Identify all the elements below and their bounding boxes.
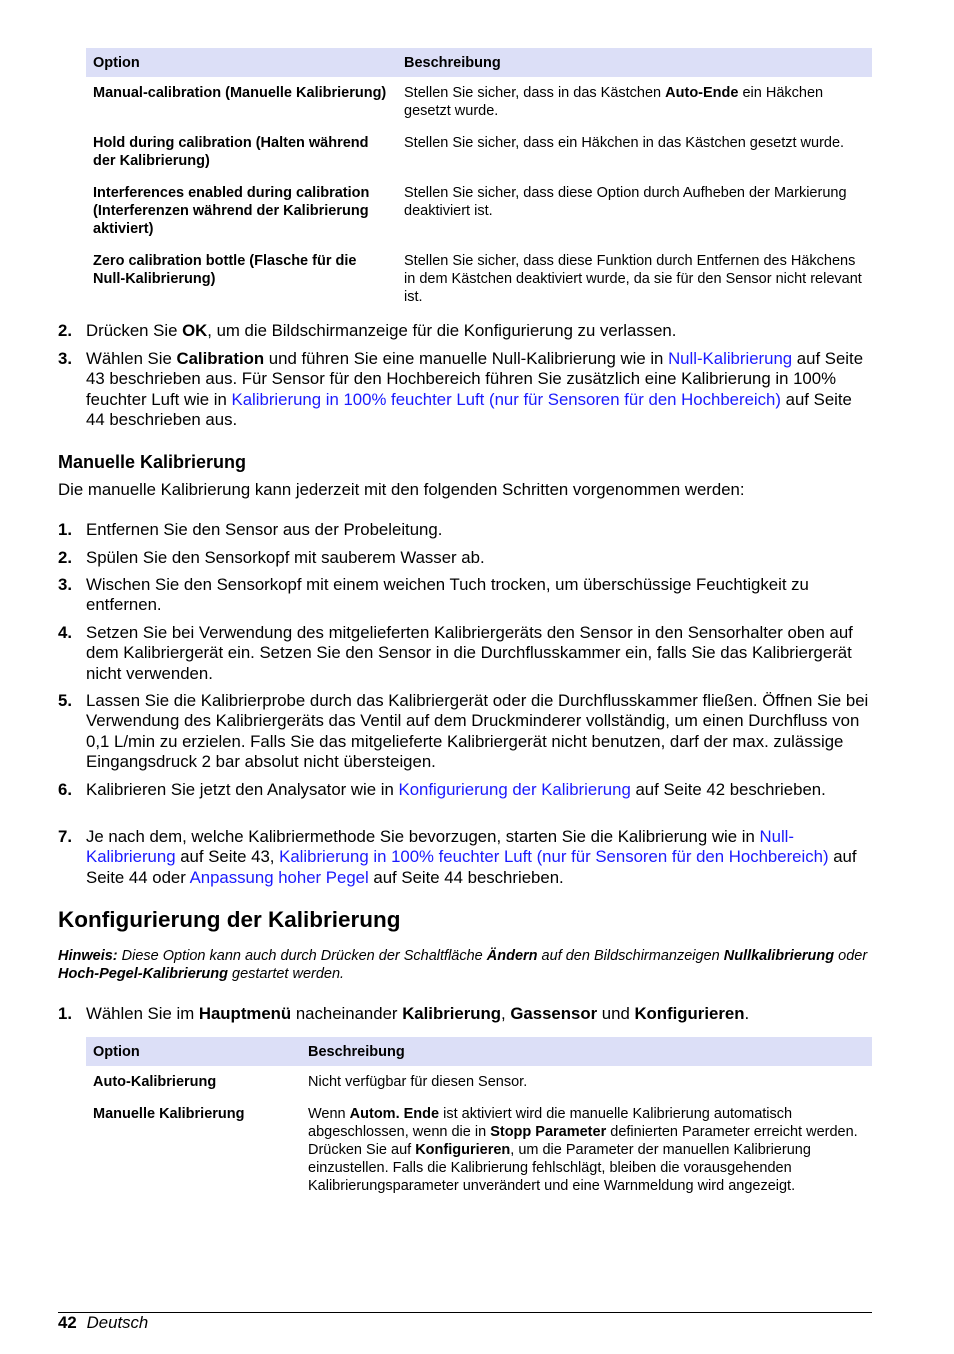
step-text: Je nach dem, welche Kalibriermethode Sie bevorzugen, starten Sie die Kalibrierung wie in Null-Kalibrierung auf Seite 43, Kalibrierung in 100% feuchter Luft (nur für Sensoren für den Hochbereich) auf Seite 44 oder Anpassung hoher Pegel auf Seite 44 beschrieben. (86, 827, 857, 887)
list-item-manual-step-3 (58, 575, 873, 616)
step-text: Spülen Sie den Sensorkopf mit sauberem Wasser ab. (86, 548, 485, 567)
step-text: Lassen Sie die Kalibrierprobe durch das Kalibriergerät oder die Durchflusskammer fließen. Öffnen Sie bei Verwendung des Kalibriergeräts das Ventil auf dem Druckminderer vollständig, um einen Durchfluss von 0,1 L/min zu erzielen. Falls Sie das mitgelieferte Kalibriergerät nicht benutzen, darf der max. zulässige Eingangsdruck 2 bar absolut nicht übersteigen. (86, 691, 869, 772)
option-cell: Zero calibration bottle (Flasche für die Null-Kalibrierung) (93, 253, 357, 287)
step-text: Entfernen Sie den Sensor aus der Probeleitung. (86, 520, 443, 539)
column-header-description: Beschreibung (397, 48, 872, 77)
step-number: 4. (58, 623, 72, 642)
footer-divider (58, 1312, 872, 1313)
page-footer (58, 1313, 148, 1333)
option-cell: Auto-Kalibrierung (93, 1074, 217, 1090)
list-item-manual-step-5 (58, 691, 873, 773)
column-header-option: Option (86, 1037, 301, 1066)
table-row (86, 1066, 872, 1098)
step-number: 2. (58, 321, 72, 340)
list-item-manual-step-7 (58, 827, 873, 888)
link-null-kalibrierung[interactable]: Null-Kalibrierung (668, 349, 793, 368)
table-row (86, 1098, 872, 1202)
list-item-config-step-1 (58, 1004, 873, 1024)
note-paragraph: Hinweis: Diese Option kann auch durch Drücken der Schaltfläche Ändern auf den Bildschirmanzeigen Nullkalibrierung oder Hoch-Pegel-Kalibrierung gestartet werden. (58, 948, 868, 983)
section-heading-calibration-config: Konfigurierung der Kalibrierung (58, 907, 401, 932)
step-number: 7. (58, 827, 72, 846)
step-text: Kalibrieren Sie jetzt den Analysator wie in Konfigurierung der Kalibrierung auf Seite 42 beschrieben. (86, 780, 826, 799)
options-table-calibration-settings (86, 48, 872, 313)
description-cell: Wenn Autom. Ende ist aktiviert wird die manuelle Kalibrierung automatisch abgeschlossen, wenn die in Stopp Parameter definierten Parameter erreicht werden. Drücken Sie auf Konfigurieren, um die Parameter der manuellen Kalibrierung einzustellen. Falls die Kalibrierung fehlschlägt, bleiben die vorausgehenden Kalibrierungsparameter unverändert und eine Warnmeldung wird angezeigt. (308, 1106, 858, 1194)
column-header-description: Beschreibung (301, 1037, 872, 1066)
option-cell: Manuelle Kalibrierung (93, 1106, 245, 1122)
description-cell: Stellen Sie sicher, dass in das Kästchen Auto-Ende ein Häkchen gesetzt wurde. (404, 85, 824, 119)
step-number: 1. (58, 1004, 72, 1023)
table-row (86, 177, 872, 245)
link-anpassung-hoher-pegel[interactable]: Anpassung hoher Pegel (189, 867, 369, 887)
options-table-calibration-config (86, 1037, 872, 1202)
option-cell: Hold during calibration (Halten während der Kalibrierung) (93, 135, 369, 169)
list-item-manual-step-1 (58, 520, 873, 540)
step-number: 1. (58, 520, 72, 539)
table-row (86, 127, 872, 177)
list-item-manual-step-6 (58, 780, 873, 800)
link-kalibrierung-feuchte-luft[interactable]: Kalibrierung in 100% feuchter Luft (nur für Sensoren für den Hochbereich) (279, 847, 829, 867)
step-text: Wischen Sie den Sensorkopf mit einem weichen Tuch trocken, um überschüssige Feuchtigkeit zu entfernen. (86, 575, 809, 615)
step-number: 5. (58, 691, 72, 710)
list-item-step-3 (58, 349, 873, 431)
step-number: 2. (58, 548, 72, 567)
column-header-option: Option (86, 48, 397, 77)
table-row (86, 245, 872, 313)
option-cell: Manual-calibration (Manuelle Kalibrierung) (93, 85, 387, 101)
table-header-row (86, 48, 872, 77)
link-konfigurierung-kalibrierung[interactable]: Konfigurierung der Kalibrierung (398, 780, 631, 799)
description-cell: Stellen Sie sicher, dass ein Häkchen in das Kästchen gesetzt wurde. (404, 135, 845, 151)
list-item-manual-step-4 (58, 623, 873, 684)
page-number: 42 (58, 1313, 77, 1332)
option-cell: Interferences enabled during calibration (Interferenzen während der Kalibrierung aktiviert) (93, 185, 370, 237)
step-text: Wählen Sie Calibration und führen Sie eine manuelle Null-Kalibrierung wie in Null-Kalibrierung auf Seite 43 beschrieben aus. Für Sensor für den Hochbereich führen Sie zusätzlich eine Kalibrierung in 100% feuchter Luft wie in Kalibrierung in 100% feuchter Luft (nur für Sensoren für den Hochbereich) auf Seite 44 beschrieben aus. (86, 349, 864, 430)
step-number: 3. (58, 349, 72, 368)
link-null-kalibrierung[interactable]: Null-Kalibrierung (86, 827, 794, 867)
step-number: 6. (58, 780, 72, 799)
step-text: Drücken Sie OK, um die Bildschirmanzeige für die Konfigurierung zu verlassen. (86, 321, 677, 340)
footer-language: Deutsch (86, 1313, 149, 1332)
table-row (86, 77, 872, 127)
list-item-manual-step-2 (58, 548, 873, 568)
description-cell: Nicht verfügbar für diesen Sensor. (308, 1074, 528, 1090)
step-text: Wählen Sie im Hauptmenü nacheinander Kalibrierung, Gassensor und Konfigurieren. (86, 1004, 750, 1023)
table-header-row (86, 1037, 872, 1066)
list-item-step-2 (58, 321, 873, 341)
section-heading-manual-calibration: Manuelle Kalibrierung (58, 452, 247, 472)
step-text: Setzen Sie bei Verwendung des mitgelieferten Kalibriergeräts den Sensor in den Sensorhalter oben auf dem Kalibriergerät ein. Setzen Sie den Sensor in die Durchflusskammer ein, falls Sie das Kalibriergerät nicht verwenden. (86, 623, 853, 683)
description-cell: Stellen Sie sicher, dass diese Funktion durch Entfernen des Häkchens in dem Kästchen deaktiviert wurde, da sie für den Sensor nicht relevant ist. (404, 253, 862, 305)
intro-paragraph: Die manuelle Kalibrierung kann jederzeit mit den folgenden Schritten vorgenommen werden: (58, 480, 745, 499)
description-cell: Stellen Sie sicher, dass diese Option durch Aufheben der Markierung deaktiviert ist. (404, 185, 847, 219)
link-kalibrierung-feuchte-luft[interactable]: Kalibrierung in 100% feuchter Luft (nur für Sensoren für den Hochbereich) (231, 389, 781, 409)
step-number: 3. (58, 575, 72, 594)
